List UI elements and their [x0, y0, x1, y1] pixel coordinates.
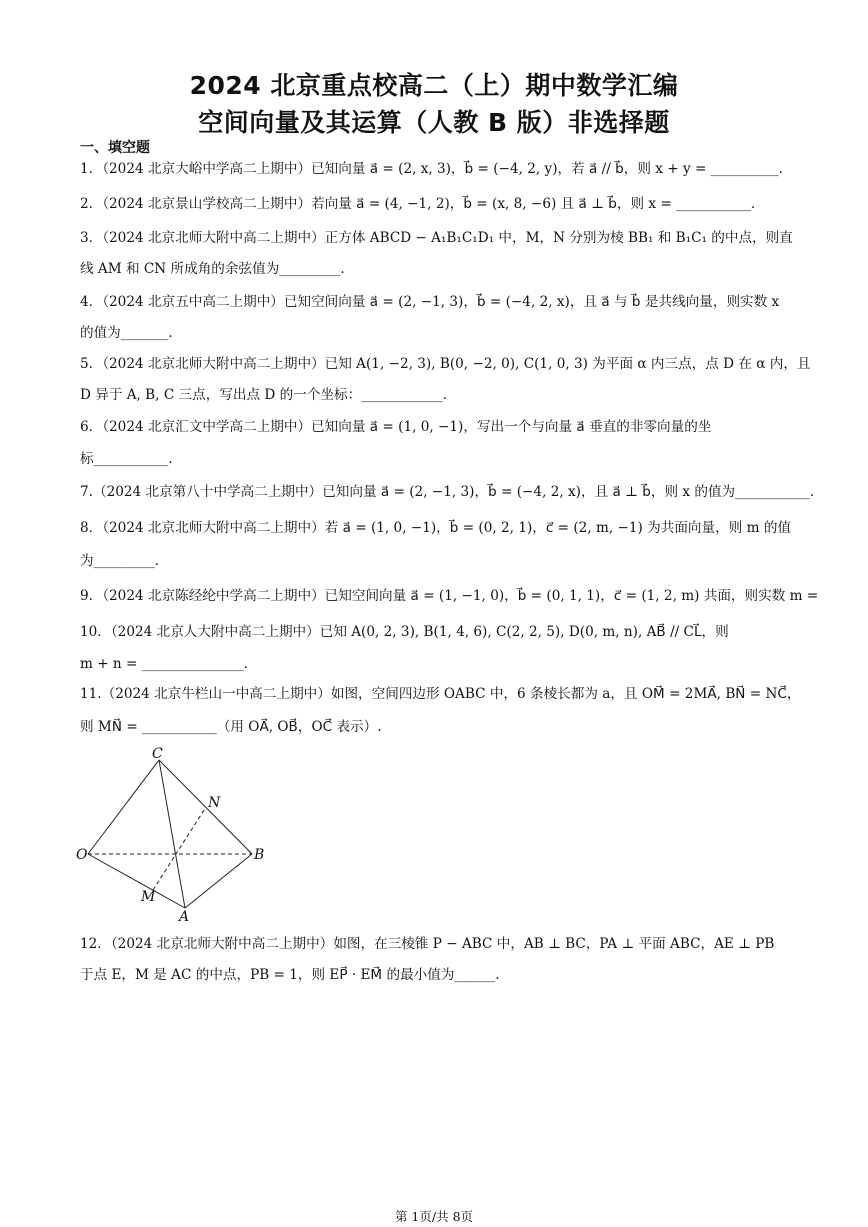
label-m: M [141, 889, 156, 905]
edge-ba [185, 854, 252, 908]
problem-9-line-1: 9．（2024 北京陈经纶中学高二上期中）已知空间向量 a⃗ = (1, −1, 0)，b⃗ = (0, 1, 1)，c⃗ = (1, 2, m) 共面，则实数 m = [80, 588, 819, 604]
problem-11-line-1: 11.（2024 北京牛栏山一中高二上期中）如图，空间四边形 OABC 中，6 条棱长都为 a，且 OM⃗ = 2MA⃗, BN⃗ = NC⃗， [80, 686, 801, 702]
problem-10-line-1: 10．（2024 北京人大附中高二上期中）已知 A(0, 2, 3), B(1, 4, 6), C(2, 2, 5), D(0, m, n), AB⃗ // CL⃗，则 [80, 624, 729, 640]
problem-12-line-2: 于点 E，M 是 AC 的中点，PB = 1，则 EP⃗ · EM⃗ 的最小值为______. [80, 967, 500, 983]
document-title-line1: 2024 北京重点校高二（上）期中数学汇编 [189, 71, 679, 100]
edge-co [88, 760, 159, 854]
problem-6-line-2: 标___________. [80, 451, 173, 467]
edge-oa [88, 854, 185, 908]
problem-3-line-1: 3．（2024 北京北师大附中高二上期中）正方体 ABCD − A₁B₁C₁D₁ 中，M，N 分别为棱 BB₁ 和 B₁C₁ 的中点，则直 [80, 230, 793, 246]
problem-12-line-1: 12．（2024 北京北师大附中高二上期中）如图，在三棱锥 P − ABC 中，AB ⊥ BC，PA ⊥ 平面 ABC，AE ⊥ PB [80, 936, 775, 952]
problem-5-line-1: 5．（2024 北京北师大附中高二上期中）已知 A(1, −2, 3), B(0, −2, 0), C(1, 0, 3) 为平面 α 内三点，点 D 在 α 内，且 [80, 356, 811, 372]
label-b: B [254, 847, 265, 863]
problem-11-line-2: 则 MN⃗ = ___________（用 OA⃗, OB⃗，OC⃗ 表示）. [80, 719, 382, 735]
problem-5-line-2: D 异于 A, B, C 三点，写出点 D 的一个坐标：____________. [80, 387, 448, 403]
label-a: A [179, 909, 190, 925]
label-n: N [208, 795, 221, 811]
document-title-line2: 空间向量及其运算（人教 B 版）非选择题 [198, 108, 670, 137]
problem-1-line-1: 1．（2024 北京大峪中学高二上期中）已知向量 a⃗ = (2, x, 3)，b⃗ = (−4, 2, y)，若 a⃗ // b⃗，则 x + y = __________. [80, 161, 783, 177]
page-footer: 第 1页/共 8页 [394, 1209, 474, 1224]
problem-4-line-2: 的值为_______. [80, 325, 173, 341]
problem-8-line-2: 为_________. [80, 553, 160, 569]
tetrahedron-figure [74, 746, 274, 926]
label-o: O [76, 847, 88, 863]
problem-7-line-1: 7.（2024 北京第八十中学高二上期中）已知向量 a⃗ = (2, −1, 3)，b⃗ = (−4, 2, x)，且 a⃗ ⊥ b⃗，则 x 的值为___________. [80, 484, 815, 500]
problem-3-line-2: 线 AM 和 CN 所成角的余弦值为_________. [80, 261, 345, 277]
problem-4-line-1: 4．（2024 北京五中高二上期中）已知空间向量 a⃗ = (2, −1, 3)，b⃗ = (−4, 2, x)，且 a⃗ 与 b⃗ 是共线向量，则实数 x [80, 294, 780, 310]
problem-10-line-2: m + n = _______________. [80, 656, 248, 672]
problem-8-line-1: 8．（2024 北京北师大附中高二上期中）若 a⃗ = (1, 0, −1)，b⃗ = (0, 2, 1)，c⃗ = (2, m, −1) 为共面向量，则 m 的值 [80, 520, 792, 536]
label-c: C [152, 746, 163, 762]
problem-6-line-1: 6．（2024 北京汇文中学高二上期中）已知向量 a⃗ = (1, 0, −1)，写出一个与向量 a⃗ 垂直的非零向量的坐 [80, 419, 712, 435]
section-heading: 一、填空题 [80, 140, 150, 156]
problem-2-line-1: 2．（2024 北京景山学校高二上期中）若向量 a⃗ = (4, −1, 2)，b⃗ = (x, 8, −6) 且 a⃗ ⊥ b⃗，则 x = ___________. [80, 196, 756, 212]
